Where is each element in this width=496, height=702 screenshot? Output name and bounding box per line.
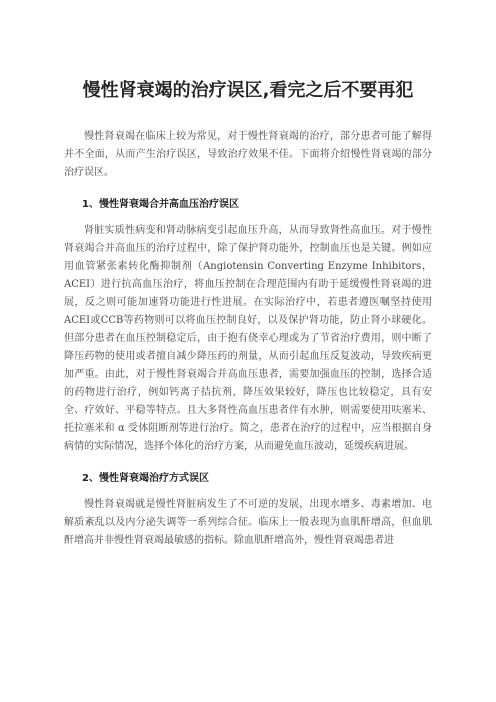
intro-paragraph: 慢性肾衰竭在临床上较为常见，对于慢性肾衰竭的治疗，部分患者可能了解得并不全面，从而产生治疗误区，导致治疗效果不佳。下面将介绍慢性肾衰竭的部分治疗误区。 — [64, 131, 432, 178]
section-heading-treatment-method: 2、慢性肾衰竭治疗方式误区 — [82, 473, 209, 484]
document-title: 慢性肾衰竭的治疗误区,看完之后不要再犯 — [82, 80, 414, 101]
section-paragraph-hypertension: 肾脏实质性病变和肾动脉病变引起血压升高，从而导致肾性高血压。对于慢性肾衰竭合并高血压的治疗过程中，除了保护肾功能外，控制血压也是关键。例如应用血管紧张素转化酶抑制剂（Angiotensin Converting Enzyme Inhibitors，ACEI）进行抗高血压治疗，将血压控制在合理范围内有助于延缓慢性肾衰竭的进展，反之则可能加速肾功能进行性进展。在实际治疗中，若患者遵医嘱坚持使用ACEI或CCB等药物则可以将血压控制良好，以及保护肾功能，防止肾小球硬化。但部分患者在血压控制稳定后，由于抱有侥幸心理或为了节省治疗费用，则中断了降压药物的使用或者擅自减少降压药的剂量，从而引起血压反复波动，导致疾病更加严重。由此，对于慢性肾衰竭合并高血压患者，需要加强血压的控制，选择合适的药物进行治疗，例如钙离子拮抗剂，降压效果较好，降压也比较稳定，具有安全、疗效好、平稳等特点。且大多肾性高血压患者伴有水肿，则需要使用呋塞米、托拉塞米和 α 受体阻断剂等进行治疗。简之，患者在治疗的过程中，应当根据自身病情的实际情况，选择个体化的治疗方案，从而避免血压波动，延缓疾病进展。 — [64, 225, 432, 452]
section-paragraph-treatment-method: 慢性肾衰竭就是慢性肾脏病发生了不可逆的发展，出现水增多、毒素增加、电解质紊乱以及内分泌失调等一系列综合征。临床上一般表现为血肌酐增高，但血肌酐增高并非慢性肾衰竭最敏感的指标。除血肌酐增高外，慢性肾衰竭患者进 — [64, 499, 432, 546]
section-heading-hypertension: 1、慢性肾衰竭合并高血压治疗误区 — [82, 199, 239, 210]
